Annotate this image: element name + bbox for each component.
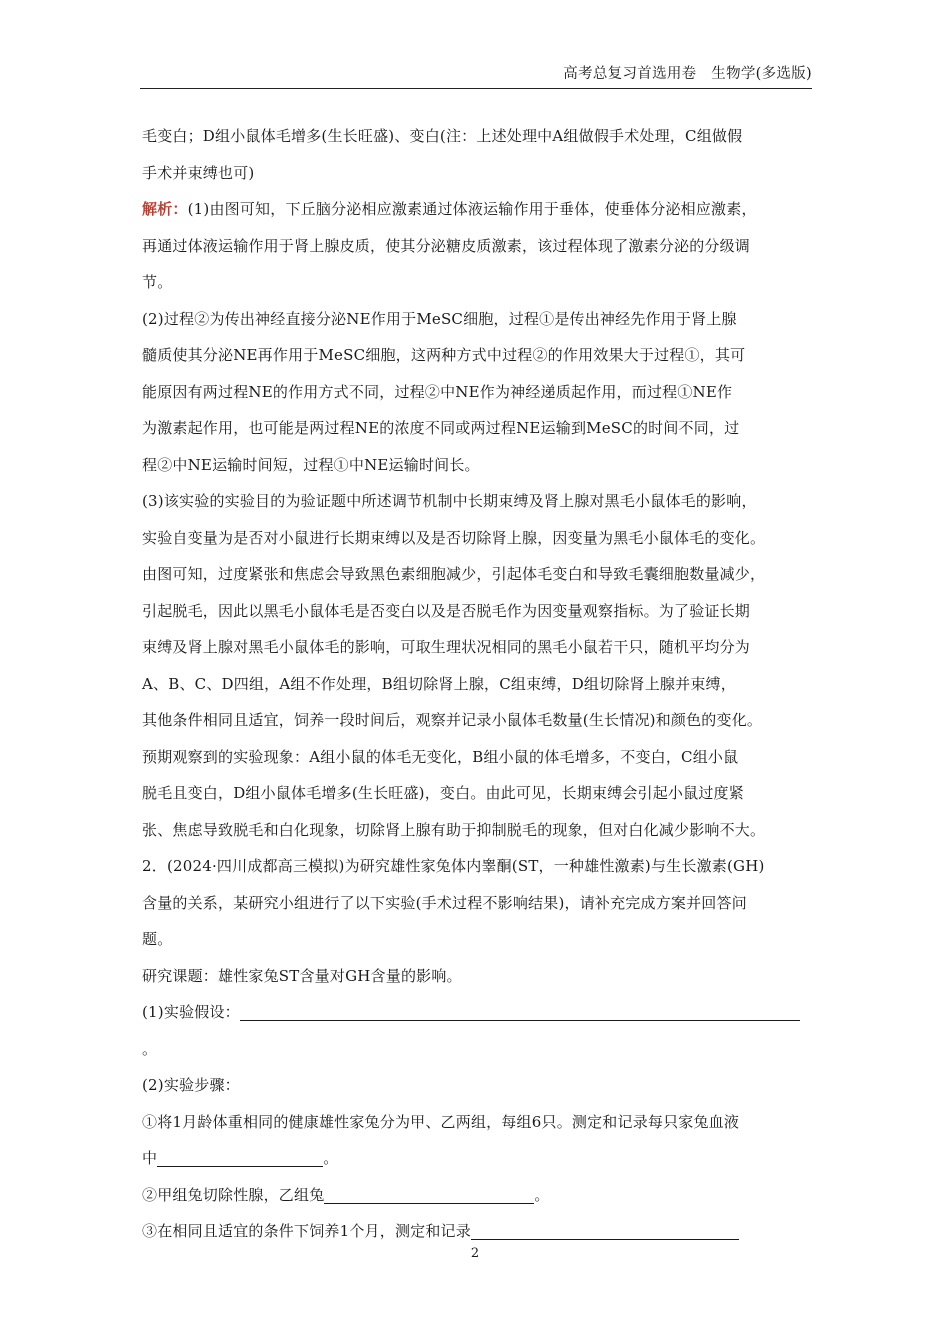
step-line: [142, 1213, 812, 1250]
hypothesis-label: (1)实验假设：: [142, 1003, 240, 1021]
text-span: ②甲组兔切除性腺，乙组兔: [142, 1185, 325, 1204]
text-line: 张、焦虑导致脱毛和白化现象，切除肾上腺有助于抑制脱毛的现象，但对白化减少影响不大。: [142, 820, 766, 839]
question-line: 含量的关系，某研究小组进行了以下实验(手术过程不影响结果)，请补充完成方案并回答问: [142, 893, 747, 912]
text-line: 引起脱毛，因此以黑毛小鼠体毛是否变白以及是否脱毛作为因变量观察指标。为了验证长期: [142, 601, 751, 620]
step-line: [142, 1177, 812, 1214]
text-line: 髓质使其分泌NE再作用于MeSC细胞，这两种方式中过程②的作用效果大于过程①，其可: [142, 346, 746, 364]
text-line: 其他条件相同且适宜，饲养一段时间后，观察并记录小鼠体毛数量(生长情况)和颜色的变化。: [142, 711, 763, 729]
question-line: 题。: [142, 930, 173, 948]
punctuation: 。: [142, 1039, 158, 1058]
punctuation: 。: [323, 1149, 339, 1167]
step-line: ①将1月龄体重相同的健康雄性家兔分为甲、乙两组，每组6只。测定和记录每只家兔血液: [142, 1112, 740, 1131]
hypothesis-blank[interactable]: [240, 1002, 800, 1021]
page-header: 高考总复习首选用卷 生物学(多选版): [563, 66, 812, 82]
text-span: 中: [142, 1149, 158, 1167]
text-line: 预期观察到的实验现象：A组小鼠的体毛无变化，B组小鼠的体毛增多，不变白，C组小鼠: [142, 747, 739, 766]
research-topic: 研究课题：雄性家兔ST含量对GH含量的影响。: [142, 966, 462, 985]
text-line: A、B、C、D四组，A组不作处理，B组切除肾上腺，C组束缚，D组切除肾上腺并束缚，: [142, 674, 736, 693]
text-span: ③在相同且适宜的条件下饲养1个月，测定和记录: [142, 1222, 471, 1240]
text-line: 再通过体液运输作用于肾上腺皮质，使其分泌糖皮质激素，该过程体现了激素分泌的分级调: [142, 236, 751, 255]
step-line: [142, 1140, 812, 1177]
analysis-label: 解析：: [142, 200, 188, 218]
text-line: (3)该实验的实验目的为验证题中所述调节机制中长期束缚及肾上腺对黑毛小鼠体毛的影响，: [142, 492, 757, 510]
question-line: 2．(2024·四川成都高三模拟)为研究雄性家兔体内睾酮(ST，一种雄性激素)与生长激素(GH): [142, 857, 765, 875]
text-line: 手术并束缚也可): [142, 163, 255, 182]
text-line: (2)过程②为传出神经直接分泌NE作用于MeSC细胞，过程①是传出神经先作用于肾上腺: [142, 309, 737, 328]
text-line: 节。: [142, 273, 173, 291]
text-line: 脱毛且变白，D组小鼠体毛增多(生长旺盛)，变白。由此可见，长期束缚会引起小鼠过度紧: [142, 784, 744, 802]
text-line: 能原因有两过程NE的作用方式不同，过程②中NE作为神经递质起作用，而过程①NE作: [142, 382, 733, 401]
punctuation: 。: [534, 1185, 550, 1204]
step2-blank[interactable]: [324, 1185, 534, 1204]
steps-label: (2)实验步骤：: [142, 1076, 240, 1094]
text-line: 由图可知，过度紧张和焦虑会导致黑色素细胞减少，引起体毛变白和导致毛囊细胞数量减少，: [142, 565, 766, 583]
text-line: 程②中NE运输时间短，过程①中NE运输时间长。: [142, 455, 480, 474]
page-content: [142, 118, 812, 1250]
step3-blank[interactable]: [471, 1221, 739, 1240]
text-span: (1)由图可知，下丘脑分泌相应激素通过体液运输作用于垂体，使垂体分泌相应激素，: [187, 200, 757, 218]
text-line: 为激素起作用，也可能是两过程NE的浓度不同或两过程NE运输到MeSC的时间不同，过: [142, 419, 740, 437]
header-rule: [140, 88, 812, 89]
analysis-line: [142, 191, 812, 228]
text-line: 束缚及肾上腺对黑毛小鼠体毛的影响，可取生理状况相同的黑毛小鼠若干只，随机平均分为: [142, 638, 751, 656]
text-line: 毛变白；D组小鼠体毛增多(生长旺盛)、变白(注：上述处理中A组做假手术处理，C组做假: [142, 127, 743, 145]
hypothesis-line: [142, 994, 812, 1067]
step1-blank[interactable]: [157, 1148, 323, 1167]
page-number: 2: [470, 1246, 480, 1261]
text-line: 实验自变量为是否对小鼠进行长期束缚以及是否切除肾上腺，因变量为黑毛小鼠体毛的变化。: [142, 528, 766, 547]
